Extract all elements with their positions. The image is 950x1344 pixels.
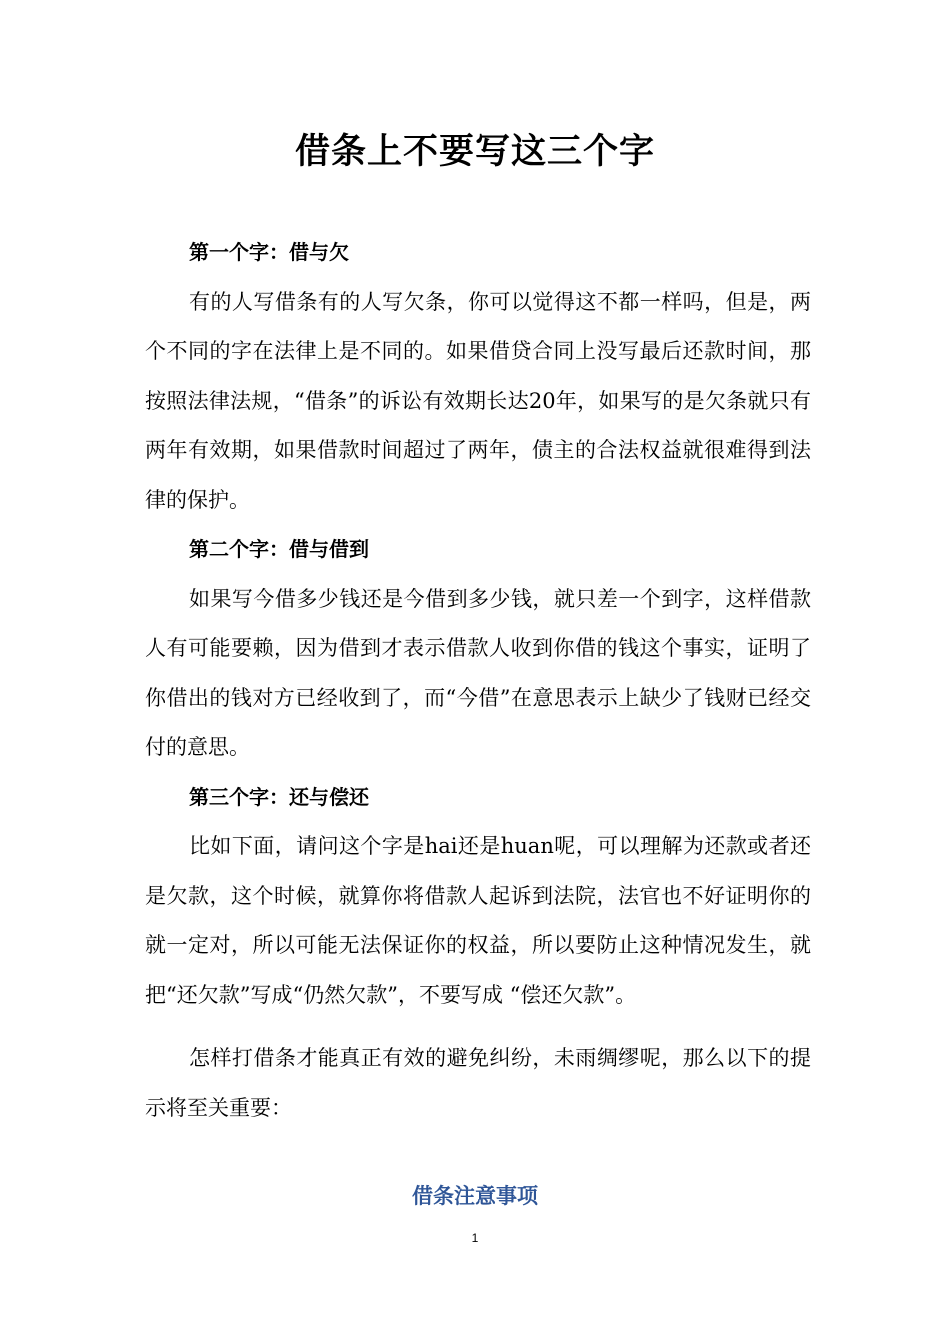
section-heading-2: 第二个字：借与借到 xyxy=(189,537,369,561)
document-title: 借条上不要写这三个字 xyxy=(294,131,655,172)
section-paragraph-2: 如果写今借多少钱还是今借到多少钱，就只差一个到字，这样借款人有可能要赖，因为借到才表示借款人收到你借的钱这个事实，证明了你借出的钱对方已经收到了，而“今借”在意思表示上缺少了钱财已经交付的意思。 xyxy=(145,586,811,759)
document-body xyxy=(145,228,811,1133)
closing-paragraph: 怎样打借条才能真正有效的避免纠纷，未雨绸缪呢，那么以下的提示将至关重要： xyxy=(145,1046,811,1120)
page-number: 1 xyxy=(471,1231,479,1245)
section-paragraph-1: 有的人写借条有的人写欠条，你可以觉得这不都一样吗，但是，两个不同的字在法律上是不同的。如果借贷合同上没写最后还款时间，那按照法律法规，“借条”的诉讼有效期长达20年，如果写的是欠条就只有两年有效期，如果借款时间超过了两年，债主的合法权益就很难得到法律的保护。 xyxy=(145,289,811,512)
section-paragraph-3: 比如下面，请问这个字是hai还是huan呢，可以理解为还款或者还是欠款，这个时候，就算你将借款人起诉到法院，法官也不好证明你的就一定对，所以可能无法保证你的权益，所以要防止这种情况发生，就把“还欠款”写成“仍然欠款”，不要写成 “偿还欠款”。 xyxy=(145,834,811,1007)
notice-subtitle: 借条注意事项 xyxy=(412,1184,538,1208)
section-heading-3: 第三个字：还与偿还 xyxy=(189,784,369,809)
section-heading-1: 第一个字：借与欠 xyxy=(189,240,349,264)
